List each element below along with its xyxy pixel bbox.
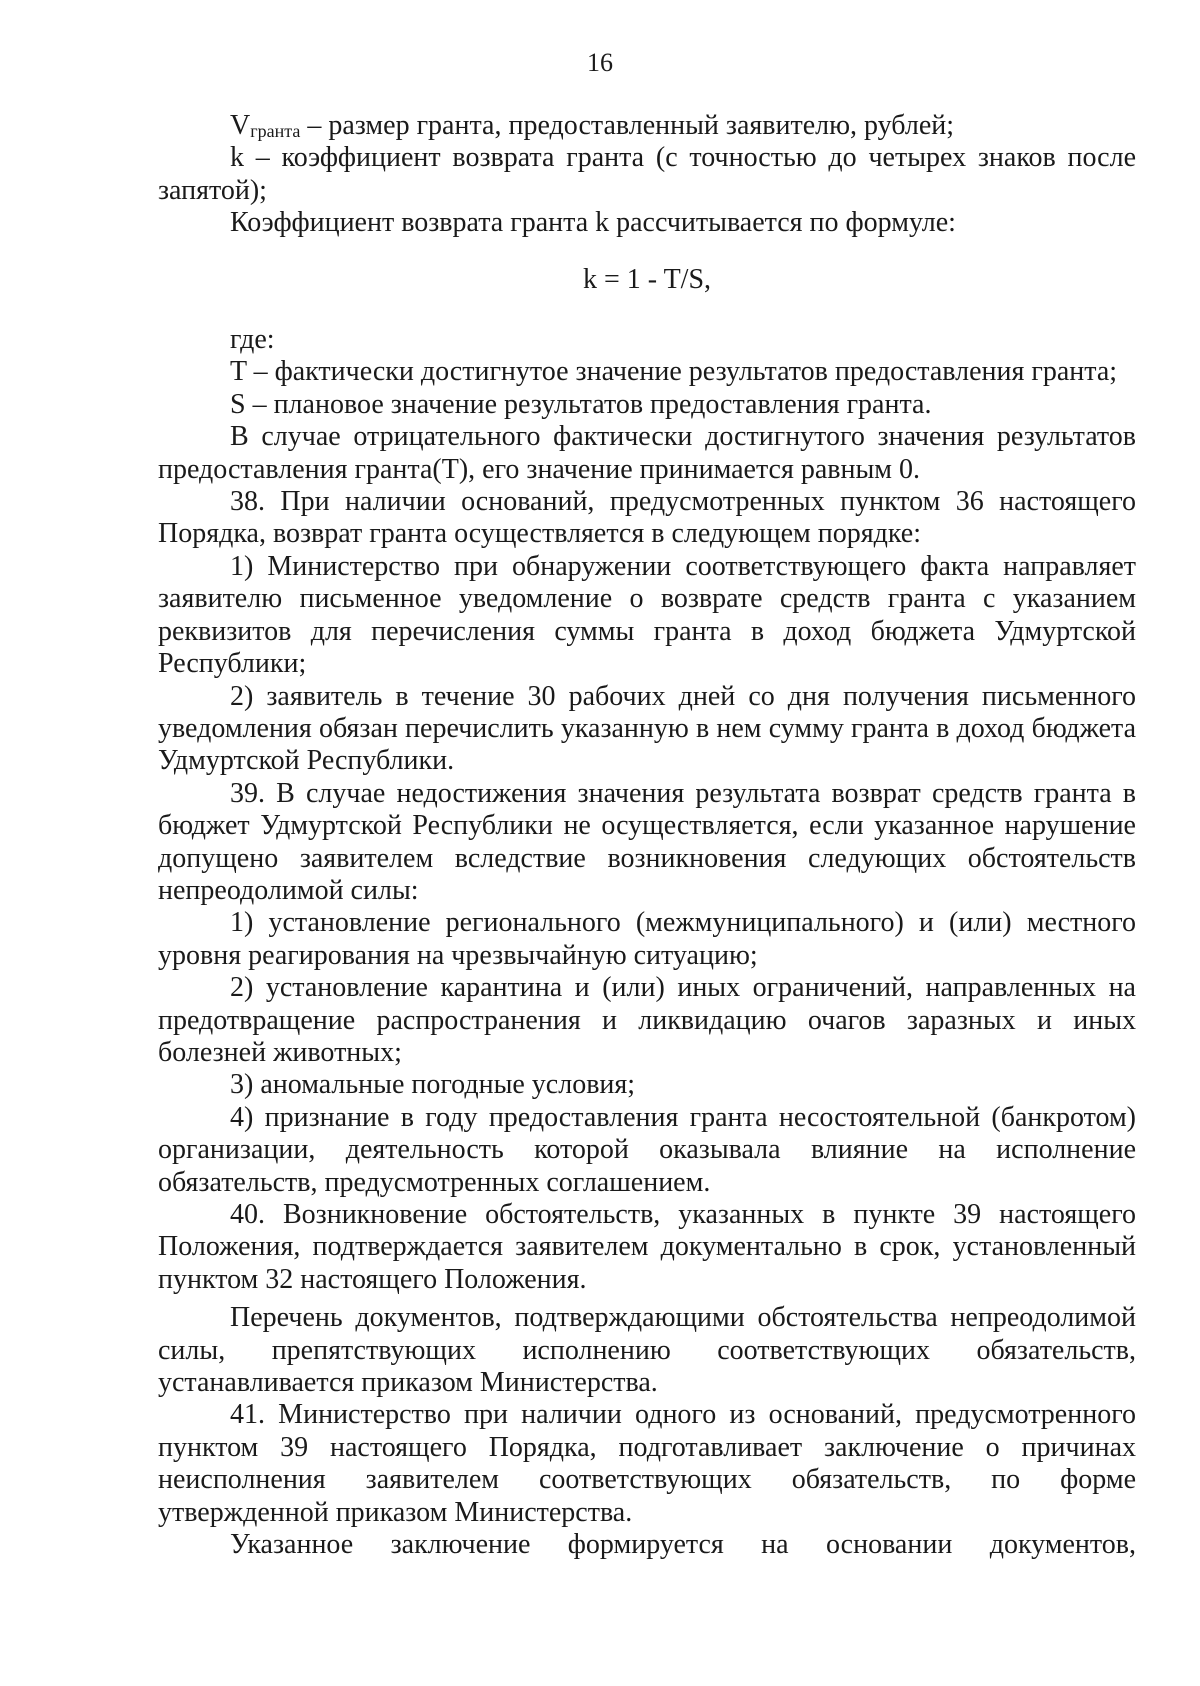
v-grant-description: – размер гранта, предоставленный заявителю, рублей; bbox=[300, 110, 955, 141]
formula: k = 1 - T/S, bbox=[582, 263, 712, 295]
paragraph-41: 41. Министерство при наличии одного из оснований, предусмотренного пунктом 39 настоящего Порядка, подготавливает заключение о причинах неисполнения заявителем соответствующих обязательств, по форме утвержденной приказом Министерства. bbox=[158, 1399, 1136, 1528]
paragraph-41-continued: Указанное заключение формируется на основании документов, bbox=[230, 1529, 1136, 1561]
v-grant-subscript: гранта bbox=[250, 121, 301, 141]
paragraph-s-definition: S – плановое значение результатов предоставления гранта. bbox=[230, 388, 932, 420]
paragraph-39-item-2: 2) установление карантина и (или) иных ограничений, направленных на предотвращение распространения и ликвидацию очагов заразных и иных болезней животных; bbox=[158, 972, 1136, 1068]
paragraph-40-documents: Перечень документов, подтверждающими обстоятельства непреодолимой силы, препятствующих исполнению соответствующих обязательств, устанавливается приказом Министерства. bbox=[158, 1302, 1136, 1399]
paragraph-38-item-1: 1) Министерство при обнаружении соответствующего факта направляет заявителю письменное уведомление о возврате средств гранта с указанием реквизитов для перечисления суммы гранта в доход бюджета Удмуртской Республики; bbox=[158, 550, 1136, 680]
v-grant-variable: V bbox=[230, 110, 251, 141]
paragraph-k-definition: k – коэффициент возврата гранта (с точностью до четырех знаков после запятой); bbox=[158, 142, 1136, 206]
document-body bbox=[158, 110, 1136, 1561]
paragraph-t-definition: T – фактически достигнутое значение результатов предоставления гранта; bbox=[230, 356, 1118, 388]
paragraph-38-item-2: 2) заявитель в течение 30 рабочих дней со дня получения письменного уведомления обязан перечислить указанную в нем сумму гранта в доход бюджета Удмуртской Республики. bbox=[158, 680, 1136, 777]
paragraph-39-item-3: 3) аномальные погодные условия; bbox=[230, 1069, 636, 1101]
page-number: 16 bbox=[587, 48, 613, 77]
paragraph-39-item-4: 4) признание в году предоставления гранта несостоятельной (банкротом) организации, деятельность которой оказывала влияние на исполнение обязательств, предусмотренных соглашением. bbox=[158, 1101, 1136, 1198]
paragraph-39: 39. В случае недостижения значения результата возврат средств гранта в бюджет Удмуртской Республики не осуществляется, если указанное нарушение допущено заявителем вследствие возникновения следующих обстоятельств непреодолимой силы: bbox=[158, 777, 1136, 906]
paragraph-40: 40. Возникновение обстоятельств, указанных в пункте 39 настоящего Положения, подтверждается заявителем документально в срок, установленный пунктом 32 настоящего Положения. bbox=[158, 1199, 1136, 1295]
paragraph-38: 38. При наличии оснований, предусмотренных пунктом 36 настоящего Порядка, возврат гранта осуществляется в следующем порядке: bbox=[158, 486, 1136, 550]
paragraph-k-formula-intro: Коэффициент возврата гранта k рассчитывается по формуле: bbox=[230, 207, 956, 239]
paragraph-39-item-1: 1) установление регионального (межмуниципального) и (или) местного уровня реагирования на чрезвычайную ситуацию; bbox=[158, 907, 1136, 971]
paragraph-v-grant bbox=[158, 110, 1136, 142]
paragraph-where: где: bbox=[230, 324, 275, 356]
paragraph-negative-case: В случае отрицательного фактически достигнутого значения результатов предоставления гранта(Т), его значение принимается равным 0. bbox=[158, 421, 1136, 485]
